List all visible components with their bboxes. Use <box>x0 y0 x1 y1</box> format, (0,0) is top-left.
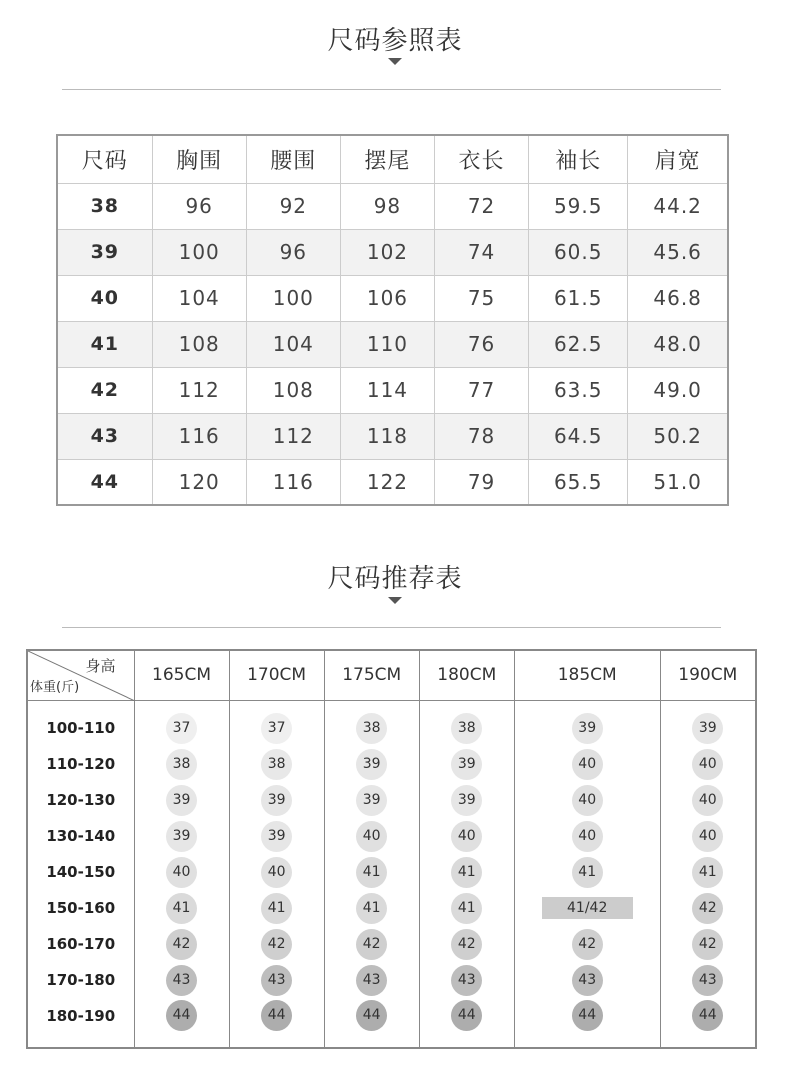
size-badge: 41 <box>356 857 387 888</box>
measurement-cell: 75 <box>435 275 529 321</box>
size-cell <box>419 962 514 998</box>
weight-cell: 130-140 <box>27 818 134 854</box>
size-badge: 44 <box>261 1000 292 1031</box>
measurement-cell: 112 <box>246 413 340 459</box>
height-label: 身高 <box>85 657 116 675</box>
size-cell <box>324 926 419 962</box>
table-row <box>57 275 728 321</box>
measurement-cell: 96 <box>152 183 246 229</box>
size-cell <box>514 890 660 926</box>
size-badge: 43 <box>261 965 292 996</box>
measurement-cell: 118 <box>340 413 434 459</box>
size-cell <box>134 854 229 890</box>
size-badge: 43 <box>451 965 482 996</box>
size-badge: 41 <box>356 893 387 924</box>
size-cell <box>419 782 514 818</box>
table-row <box>27 926 756 962</box>
size-cell <box>324 818 419 854</box>
table-row <box>27 818 756 854</box>
weight-cell: 120-130 <box>27 782 134 818</box>
column-header: 袖长 <box>529 135 628 183</box>
table-row <box>57 367 728 413</box>
size-cell: 39 <box>57 229 152 275</box>
weight-cell: 180-190 <box>27 998 134 1048</box>
size-badge: 40 <box>572 785 603 816</box>
size-badge: 40 <box>356 821 387 852</box>
size-badge: 39 <box>692 713 723 744</box>
size-badge: 42 <box>692 893 723 924</box>
size-badge: 39 <box>166 785 197 816</box>
measurement-cell: 116 <box>152 413 246 459</box>
size-cell <box>229 782 324 818</box>
table-row <box>57 183 728 229</box>
measurement-cell: 77 <box>435 367 529 413</box>
size-badge: 41 <box>166 893 197 924</box>
weight-cell: 100-110 <box>27 700 134 746</box>
measurement-cell: 116 <box>246 459 340 505</box>
size-badge: 38 <box>261 749 292 780</box>
size-cell <box>229 998 324 1048</box>
corner-header <box>27 650 134 700</box>
size-cell <box>134 700 229 746</box>
size-badge: 40 <box>166 857 197 888</box>
size-badge: 39 <box>261 785 292 816</box>
size-badge: 44 <box>451 1000 482 1031</box>
size-cell <box>229 700 324 746</box>
size-cell <box>324 782 419 818</box>
size-badge: 40 <box>572 749 603 780</box>
column-header: 胸围 <box>152 135 246 183</box>
measurement-cell: 100 <box>246 275 340 321</box>
triangle-down-icon <box>388 58 402 65</box>
size-badge: 40 <box>692 749 723 780</box>
size-badge: 43 <box>692 965 723 996</box>
weight-cell: 160-170 <box>27 926 134 962</box>
size-chart-title: 尺码参照表 <box>327 26 463 56</box>
size-cell <box>660 746 756 782</box>
size-badge: 41 <box>572 857 603 888</box>
measurement-cell: 106 <box>340 275 434 321</box>
size-badge: 43 <box>356 965 387 996</box>
measurement-cell: 61.5 <box>529 275 628 321</box>
table-row <box>27 998 756 1048</box>
size-cell <box>660 998 756 1048</box>
size-badge: 38 <box>451 713 482 744</box>
size-badge: 40 <box>692 785 723 816</box>
table-row <box>27 890 756 926</box>
measurement-cell: 49.0 <box>628 367 728 413</box>
size-badge: 37 <box>261 713 292 744</box>
size-cell <box>660 854 756 890</box>
triangle-down-icon <box>388 597 402 604</box>
size-chart-table <box>56 134 729 506</box>
size-cell <box>514 854 660 890</box>
size-cell <box>134 962 229 998</box>
measurement-cell: 104 <box>246 321 340 367</box>
size-cell <box>660 818 756 854</box>
size-badge: 40 <box>451 821 482 852</box>
measurement-cell: 78 <box>435 413 529 459</box>
table-row <box>27 700 756 746</box>
size-cell <box>324 700 419 746</box>
size-badge: 43 <box>572 965 603 996</box>
size-badge: 40 <box>261 857 292 888</box>
measurement-cell: 45.6 <box>628 229 728 275</box>
size-cell <box>134 782 229 818</box>
size-cell <box>514 700 660 746</box>
table-row <box>27 746 756 782</box>
weight-cell: 150-160 <box>27 890 134 926</box>
size-badge: 39 <box>451 749 482 780</box>
height-header: 185CM <box>514 650 660 700</box>
measurement-cell: 51.0 <box>628 459 728 505</box>
column-header: 衣长 <box>435 135 529 183</box>
size-cell <box>514 926 660 962</box>
measurement-cell: 63.5 <box>529 367 628 413</box>
measurement-cell: 48.0 <box>628 321 728 367</box>
size-cell <box>229 890 324 926</box>
measurement-cell: 98 <box>340 183 434 229</box>
size-cell <box>229 818 324 854</box>
size-cell <box>660 700 756 746</box>
column-header: 腰围 <box>246 135 340 183</box>
size-badge: 41 <box>692 857 723 888</box>
measurement-cell: 96 <box>246 229 340 275</box>
size-badge: 44 <box>356 1000 387 1031</box>
size-badge: 39 <box>356 785 387 816</box>
size-cell <box>419 926 514 962</box>
measurement-cell: 114 <box>340 367 434 413</box>
size-cell <box>324 890 419 926</box>
size-badge: 39 <box>356 749 387 780</box>
measurement-cell: 79 <box>435 459 529 505</box>
size-badge: 42 <box>692 929 723 960</box>
size-cell <box>134 998 229 1048</box>
size-cell: 40 <box>57 275 152 321</box>
measurement-cell: 72 <box>435 183 529 229</box>
size-cell <box>134 926 229 962</box>
height-header: 180CM <box>419 650 514 700</box>
size-badge: 41 <box>451 857 482 888</box>
header-row <box>27 650 756 700</box>
measurement-cell: 104 <box>152 275 246 321</box>
size-cell: 41 <box>57 321 152 367</box>
size-cell <box>134 818 229 854</box>
measurement-cell: 62.5 <box>529 321 628 367</box>
measurement-cell: 120 <box>152 459 246 505</box>
height-header: 170CM <box>229 650 324 700</box>
column-header: 尺码 <box>57 135 152 183</box>
height-header: 165CM <box>134 650 229 700</box>
size-cell <box>660 782 756 818</box>
recommend-title: 尺码推荐表 <box>327 564 463 594</box>
divider <box>62 627 721 628</box>
size-badge: 38 <box>356 713 387 744</box>
size-badge: 40 <box>692 821 723 852</box>
size-cell: 44 <box>57 459 152 505</box>
size-cell <box>419 700 514 746</box>
size-cell <box>660 890 756 926</box>
measurement-cell: 59.5 <box>529 183 628 229</box>
size-cell <box>514 998 660 1048</box>
measurement-cell: 112 <box>152 367 246 413</box>
size-cell <box>324 962 419 998</box>
size-cell <box>514 782 660 818</box>
size-cell <box>324 854 419 890</box>
table-row <box>57 459 728 505</box>
weight-label: 体重(斤) <box>30 679 80 695</box>
size-range-badge: 41/42 <box>542 897 633 919</box>
weight-cell: 170-180 <box>27 962 134 998</box>
size-badge: 44 <box>692 1000 723 1031</box>
size-badge: 42 <box>166 929 197 960</box>
measurement-cell: 76 <box>435 321 529 367</box>
table-row <box>57 413 728 459</box>
size-badge: 44 <box>572 1000 603 1031</box>
size-badge: 39 <box>451 785 482 816</box>
size-cell <box>514 818 660 854</box>
size-cell <box>324 746 419 782</box>
size-cell <box>229 962 324 998</box>
weight-cell: 110-120 <box>27 746 134 782</box>
measurement-cell: 108 <box>246 367 340 413</box>
size-cell <box>229 746 324 782</box>
size-cell <box>134 890 229 926</box>
size-badge: 40 <box>572 821 603 852</box>
table-row <box>27 782 756 818</box>
table-row <box>57 321 728 367</box>
table-row <box>27 962 756 998</box>
measurement-cell: 65.5 <box>529 459 628 505</box>
size-badge: 41 <box>451 893 482 924</box>
measurement-cell: 46.8 <box>628 275 728 321</box>
size-cell <box>229 926 324 962</box>
size-cell <box>324 998 419 1048</box>
measurement-cell: 122 <box>340 459 434 505</box>
measurement-cell: 44.2 <box>628 183 728 229</box>
size-badge: 42 <box>356 929 387 960</box>
recommend-table <box>26 649 757 1049</box>
divider <box>62 89 721 90</box>
size-cell <box>514 962 660 998</box>
size-badge: 39 <box>572 713 603 744</box>
size-badge: 44 <box>166 1000 197 1031</box>
size-badge: 43 <box>166 965 197 996</box>
measurement-cell: 92 <box>246 183 340 229</box>
size-cell: 42 <box>57 367 152 413</box>
size-cell <box>419 854 514 890</box>
measurement-cell: 64.5 <box>529 413 628 459</box>
size-cell <box>419 746 514 782</box>
size-badge: 37 <box>166 713 197 744</box>
size-badge: 39 <box>261 821 292 852</box>
size-cell <box>134 746 229 782</box>
table-row <box>27 854 756 890</box>
measurement-cell: 74 <box>435 229 529 275</box>
column-header: 摆尾 <box>340 135 434 183</box>
measurement-cell: 110 <box>340 321 434 367</box>
measurement-cell: 60.5 <box>529 229 628 275</box>
column-header: 肩宽 <box>628 135 728 183</box>
header-row <box>57 135 728 183</box>
measurement-cell: 108 <box>152 321 246 367</box>
size-badge: 39 <box>166 821 197 852</box>
height-header: 190CM <box>660 650 756 700</box>
height-header: 175CM <box>324 650 419 700</box>
weight-cell: 140-150 <box>27 854 134 890</box>
size-cell <box>229 854 324 890</box>
size-cell: 43 <box>57 413 152 459</box>
size-badge: 42 <box>261 929 292 960</box>
size-badge: 42 <box>451 929 482 960</box>
size-badge: 41 <box>261 893 292 924</box>
size-cell: 38 <box>57 183 152 229</box>
size-cell <box>514 746 660 782</box>
measurement-cell: 102 <box>340 229 434 275</box>
table-row <box>57 229 728 275</box>
size-cell <box>419 818 514 854</box>
measurement-cell: 50.2 <box>628 413 728 459</box>
size-cell <box>660 962 756 998</box>
size-cell <box>419 998 514 1048</box>
size-badge: 42 <box>572 929 603 960</box>
size-badge: 38 <box>166 749 197 780</box>
size-cell <box>419 890 514 926</box>
size-cell <box>660 926 756 962</box>
measurement-cell: 100 <box>152 229 246 275</box>
